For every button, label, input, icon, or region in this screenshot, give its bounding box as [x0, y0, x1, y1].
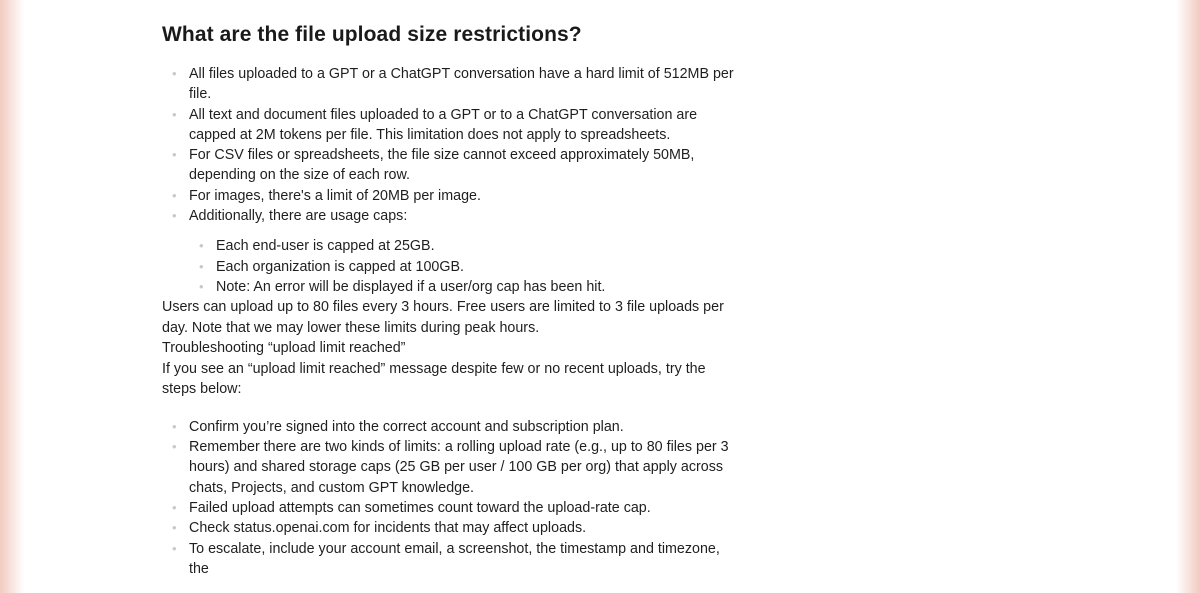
bullet-icon: • [172, 147, 177, 163]
list-item: • Note: An error will be displayed if a user/org cap has been hit. [216, 277, 742, 297]
bullet-icon: • [172, 208, 177, 224]
list-item: • Confirm you’re signed into the correct account and subscription plan. [189, 417, 742, 437]
left-edge-shade [0, 0, 24, 593]
list-item: • For CSV files or spreadsheets, the file size cannot exceed approximately 50MB, depending on the size of each row. [172, 147, 695, 184]
list-item: • Each end-user is capped at 25GB. [216, 236, 742, 256]
list-item: • All text and document files uploaded to a GPT or to a ChatGPT conversation are capped at 2M tokens per file. This limitation does not apply to spreadsheets. [172, 106, 698, 143]
bullet-icon: • [172, 520, 177, 536]
article-body [162, 18, 742, 579]
file-limits-list [172, 64, 742, 297]
list-item: • Check status.openai.com for incidents that may affect uploads. [189, 518, 742, 538]
bullet-icon: • [172, 439, 177, 455]
bullet-icon: • [199, 278, 204, 294]
right-edge-shade [1176, 0, 1200, 593]
bullet-icon: • [199, 258, 204, 274]
bullet-icon: • [172, 66, 177, 81]
list-item: • Additionally, there are usage caps: • Each end-user is capped at 25GB. • Each organization is capped at 100GB. • Note: An error will be displayed if a user/org cap has been hit. [189, 206, 742, 297]
troubleshooting-intro: If you see an “upload limit reached” message despite few or no recent uploads, try the steps below: [162, 360, 706, 398]
bullet-icon: • [172, 499, 177, 515]
upload-rate-paragraph: Users can upload up to 80 files every 3 hours. Free users are limited to 3 file uploads per day. Note that we may lower these limits during peak hours. [162, 299, 724, 336]
usage-caps-list [199, 236, 742, 297]
article-heading: What are the file upload size restrictions? [162, 23, 582, 46]
troubleshooting-steps-list [172, 417, 742, 579]
bullet-icon: • [172, 106, 177, 122]
bullet-icon: • [172, 418, 177, 434]
list-item: • For images, there's a limit of 20MB per image. [189, 186, 742, 206]
list-item: • Failed upload attempts can sometimes count toward the upload-rate cap. [189, 498, 742, 518]
troubleshooting-heading: Troubleshooting “upload limit reached” [162, 340, 406, 357]
bullet-icon: • [172, 187, 177, 203]
bullet-icon: • [199, 238, 204, 254]
bullet-icon: • [172, 540, 177, 556]
list-item: • To escalate, include your account email, a screenshot, the timestamp and timezone, the [172, 540, 720, 577]
list-item: • Each organization is capped at 100GB. [216, 257, 742, 277]
list-item: • Remember there are two kinds of limits: a rolling upload rate (e.g., up to 80 files per 3 hours) and shared storage caps (25 GB per user / 100 GB per org) that apply across chats, Projects, and custom GPT knowledge. [172, 439, 729, 496]
list-item: • All files uploaded to a GPT or a ChatGPT conversation have a hard limit of 512MB per file. [172, 66, 734, 103]
